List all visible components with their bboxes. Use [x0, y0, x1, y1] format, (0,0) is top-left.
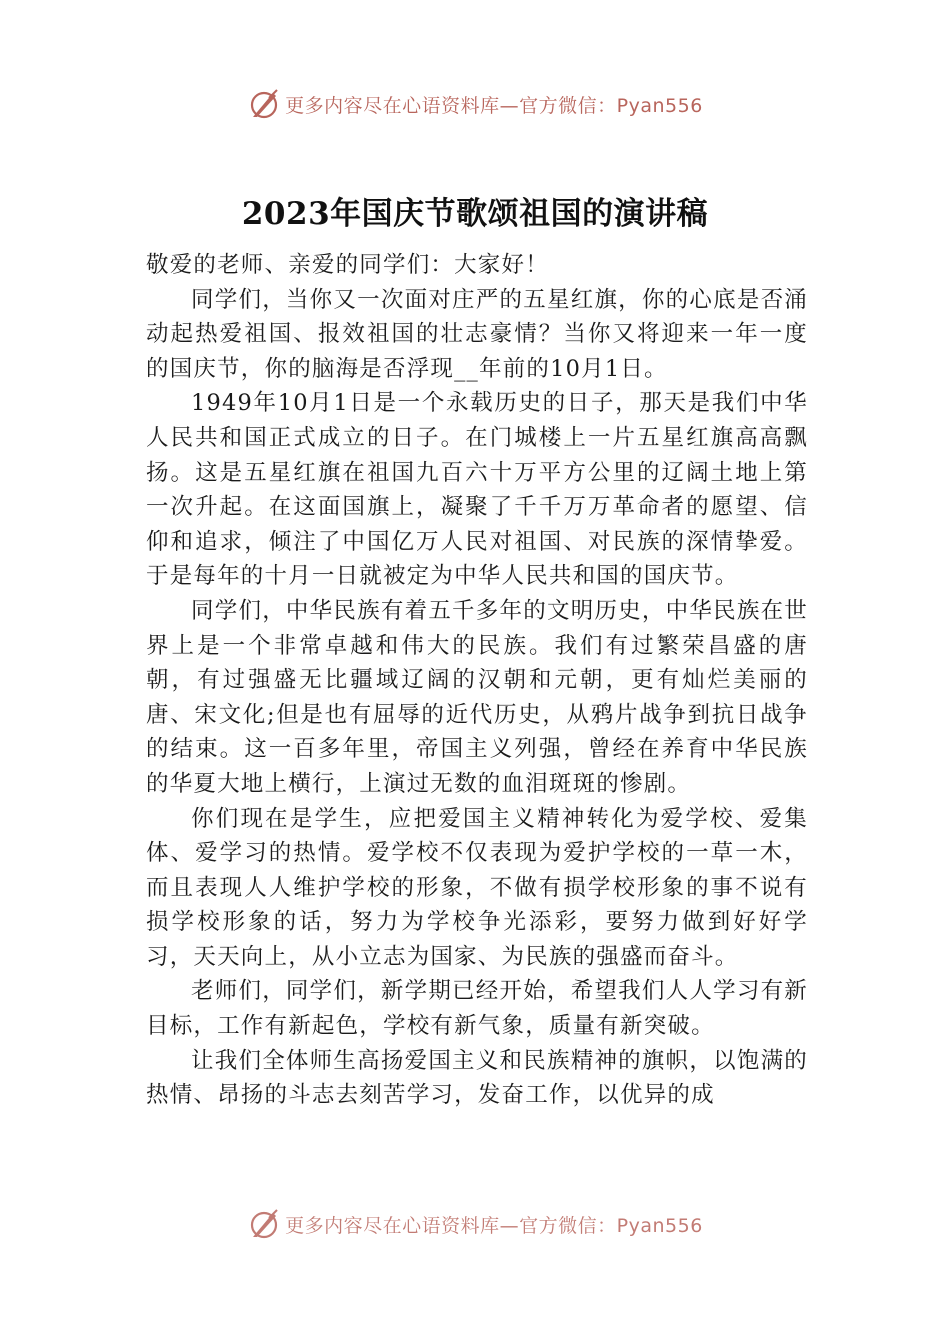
- salutation: 敬爱的老师、亲爱的同学们：大家好！: [146, 252, 549, 278]
- quill-pen-circle-icon: [247, 87, 281, 121]
- paragraph: 1949年10月1日是一个永载历史的日子，那天是我们中华人民共和国正式成立的日子。在门城楼上一片五星红旗高高飘扬。这是五星红旗在祖国九百六十万平方公里的辽阔土地上第一次升起。在这面国旗上，凝聚了千千万万革命者的愿望、信仰和追求，倾注了中国亿万人民对祖国、对民族的深情挚爱。于是每年的十月一日就被定为中华人民共和国的国庆节。: [146, 390, 808, 590]
- header-watermark-text: 更多内容尽在心语资料库—官方微信：Pyan556: [285, 94, 703, 117]
- paragraph: 你们现在是学生，应把爱国主义精神转化为爱学校、爱集体、爱学习的热情。爱学校不仅表现为爱护学校的一草一木，而且表现人人维护学校的形象，不做有损学校形象的事不说有损学校形象的话，努力为学校争光添彩，要努力做到好好学习，天天向上，从小立志为国家、为民族的强盛而奋斗。: [146, 805, 808, 970]
- document-title: 2023年国庆节歌颂祖国的演讲稿: [241, 196, 709, 232]
- quill-pen-circle-icon: [247, 1207, 281, 1241]
- paragraph: 同学们，中华民族有着五千多年的文明历史，中华民族在世界上是一个非常卓越和伟大的民族。我们有过繁荣昌盛的唐朝，有过强盛无比疆域辽阔的汉朝和元朝，更有灿烂美丽的唐、宋文化;但是也有屈辱的近代历史，从鸦片战争到抗日战争的结束。这一百多年里，帝国主义列强，曾经在养育中华民族的华夏大地上横行，上演过无数的血泪斑斑的惨剧。: [146, 597, 808, 797]
- paragraph: 让我们全体师生高扬爱国主义和民族精神的旗帜，以饱满的热情、昂扬的斗志去刻苦学习，发奋工作，以优异的成: [146, 1047, 808, 1109]
- paragraph: 老师们，同学们，新学期已经开始，希望我们人人学习有新目标，工作有新起色，学校有新气象，质量有新突破。: [146, 978, 808, 1040]
- footer-watermark: [0, 1204, 950, 1244]
- header-watermark: [0, 84, 950, 124]
- footer-watermark-text: 更多内容尽在心语资料库—官方微信：Pyan556: [285, 1214, 703, 1237]
- document-body: [146, 248, 808, 1113]
- paragraph: 同学们，当你又一次面对庄严的五星红旗，你的心底是否涌动起热爱祖国、报效祖国的壮志豪情？当你又将迎来一年一度的国庆节，你的脑海是否浮现__年前的10月1日。: [146, 286, 808, 382]
